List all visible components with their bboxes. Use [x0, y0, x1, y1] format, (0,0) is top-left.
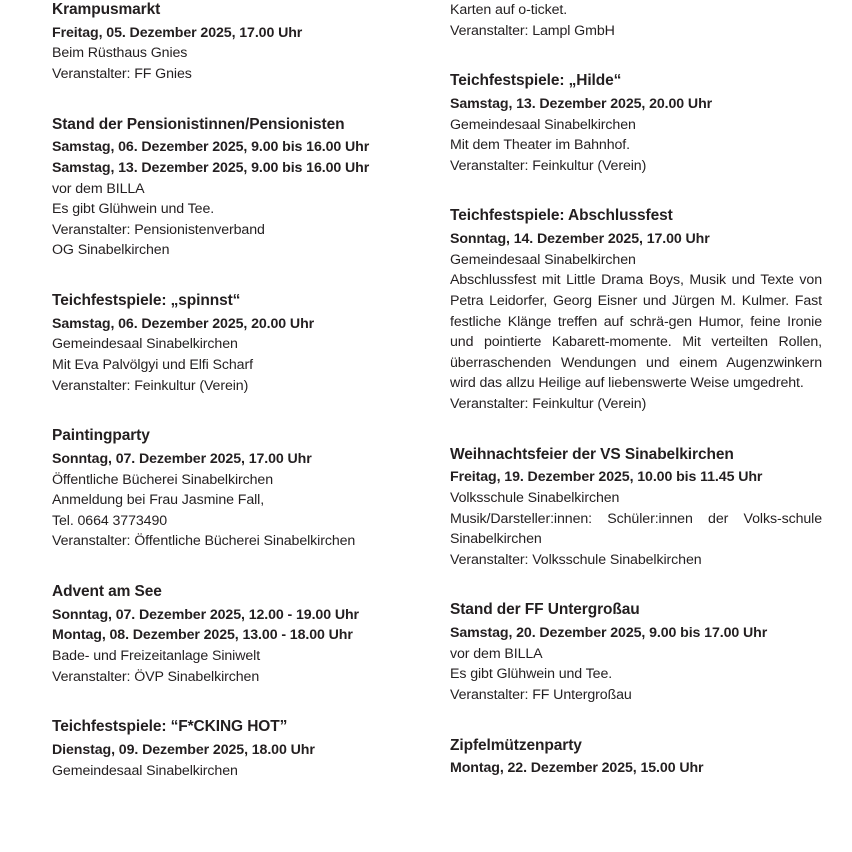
event-date: Samstag, 13. Dezember 2025, 20.00 Uhr	[450, 96, 713, 113]
event-title: Teichfestspiele: “F*CKING HOT”	[52, 718, 288, 736]
event-title: Teichfestspiele: „spinnst“	[52, 292, 241, 309]
event-phone: Tel. 0664 3773490	[52, 512, 168, 529]
event-entry	[52, 115, 396, 261]
event-organizer: Veranstalter: Feinkultur (Verein)	[450, 157, 647, 174]
event-date: Freitag, 05. Dezember 2025, 17.00 Uhr	[52, 24, 303, 41]
event-title: Stand der Pensionistinnen/Pensionisten	[52, 115, 345, 133]
event-entry	[450, 600, 822, 705]
event-location: Öffentliche Bücherei Sinabelkirchen	[52, 471, 274, 488]
event-date: Samstag, 06. Dezember 2025, 9.00 bis 16.00 Uhr	[52, 139, 370, 156]
event-entry	[450, 736, 822, 779]
event-location: Volksschule Sinabelkirchen	[450, 489, 620, 506]
event-entry	[52, 0, 396, 85]
event-location: vor dem BILLA	[450, 645, 543, 662]
event-note: Es gibt Glühwein und Tee.	[450, 666, 613, 683]
ticket-info: Karten auf o-ticket.	[450, 2, 568, 18]
event-date: Samstag, 20. Dezember 2025, 9.00 bis 17.00 Uhr	[450, 625, 768, 642]
event-location: Gemeindesaal Sinabelkirchen	[450, 116, 636, 133]
event-date: Sonntag, 07. Dezember 2025, 12.00 - 19.00 Uhr	[52, 606, 359, 623]
event-location: Beim Rüsthaus Gnies	[52, 45, 188, 62]
event-entry	[450, 206, 822, 414]
event-location: Gemeindesaal Sinabelkirchen	[52, 336, 238, 353]
event-date: Freitag, 19. Dezember 2025, 10.00 bis 11.45 Uhr	[450, 469, 763, 486]
event-location: Gemeindesaal Sinabelkirchen	[450, 251, 636, 268]
event-note: Anmeldung bei Frau Jasmine Fall,	[52, 492, 265, 509]
event-date: Samstag, 06. Dezember 2025, 20.00 Uhr	[52, 315, 315, 332]
event-title: Stand der FF Untergroßau	[450, 601, 640, 619]
event-organizer: Veranstalter: FF Gnies	[52, 66, 192, 83]
event-organizer: Veranstalter: Feinkultur (Verein)	[450, 395, 647, 412]
event-entry	[450, 71, 822, 176]
event-title: Teichfestspiele: Abschlussfest	[450, 207, 673, 225]
event-title: Paintingparty	[52, 427, 150, 445]
event-date: Samstag, 13. Dezember 2025, 9.00 bis 16.00 Uhr	[52, 160, 370, 177]
event-description: Musik/Darsteller:innen: Schüler:innen der Volks-schule Sinabelkirchen	[450, 510, 822, 548]
event-date: Sonntag, 14. Dezember 2025, 17.00 Uhr	[450, 231, 710, 248]
event-entry-continuation	[450, 0, 822, 41]
event-location: Gemeindesaal Sinabelkirchen	[52, 762, 238, 779]
event-description: Abschlussfest mit Little Drama Boys, Musik und Texte von Petra Leidorfer, Georg Eisner und Jürgen M. Kulmer. Fast festliche Klänge treffen auf schrä-gen Humor, feine Ironie und pointierte Kabarett-momente. Mit verteilten Rollen, überraschenden Wendungen und einem Augenzwinkern wird das allzu Heilige auf liebenswerte Weise umgedreht.	[450, 272, 822, 392]
event-entry	[450, 445, 822, 571]
event-title: Advent am See	[52, 583, 162, 600]
event-note: Mit Eva Palvölgyi und Elfi Scharf	[52, 357, 253, 374]
event-organizer: Veranstalter: Öffentliche Bücherei Sinabelkirchen	[52, 533, 356, 550]
event-title: Zipfelmützenparty	[450, 736, 582, 754]
event-entry	[52, 717, 396, 781]
event-date: Sonntag, 07. Dezember 2025, 17.00 Uhr	[52, 451, 312, 468]
event-date: Montag, 08. Dezember 2025, 13.00 - 18.00 Uhr	[52, 627, 353, 644]
event-location: vor dem BILLA	[52, 180, 145, 197]
event-entry	[52, 582, 396, 687]
event-organizer: Veranstalter: ÖVP Sinabelkirchen	[52, 668, 260, 685]
event-title: Teichfestspiele: „Hilde“	[450, 72, 622, 90]
right-column	[426, 0, 852, 852]
event-location: Bade- und Freizeitanlage Siniwelt	[52, 648, 261, 665]
event-organizer: Veranstalter: Lampl GmbH	[450, 22, 615, 39]
event-note: Es gibt Glühwein und Tee.	[52, 201, 215, 218]
event-organizer-cont: OG Sinabelkirchen	[52, 242, 170, 259]
event-title: Weihnachtsfeier der VS Sinabelkirchen	[450, 445, 734, 463]
event-organizer: Veranstalter: Pensionistenverband	[52, 221, 265, 238]
event-organizer: Veranstalter: FF Untergroßau	[450, 686, 632, 703]
event-organizer: Veranstalter: Volksschule Sinabelkirchen	[450, 551, 702, 568]
event-date: Dienstag, 09. Dezember 2025, 18.00 Uhr	[52, 742, 315, 759]
event-note: Mit dem Theater im Bahnhof.	[450, 137, 630, 154]
event-entry	[52, 426, 396, 552]
event-entry	[52, 291, 396, 396]
event-title: Krampusmarkt	[52, 1, 161, 18]
event-organizer: Veranstalter: Feinkultur (Verein)	[52, 377, 249, 394]
event-date: Montag, 22. Dezember 2025, 15.00 Uhr	[450, 760, 704, 777]
